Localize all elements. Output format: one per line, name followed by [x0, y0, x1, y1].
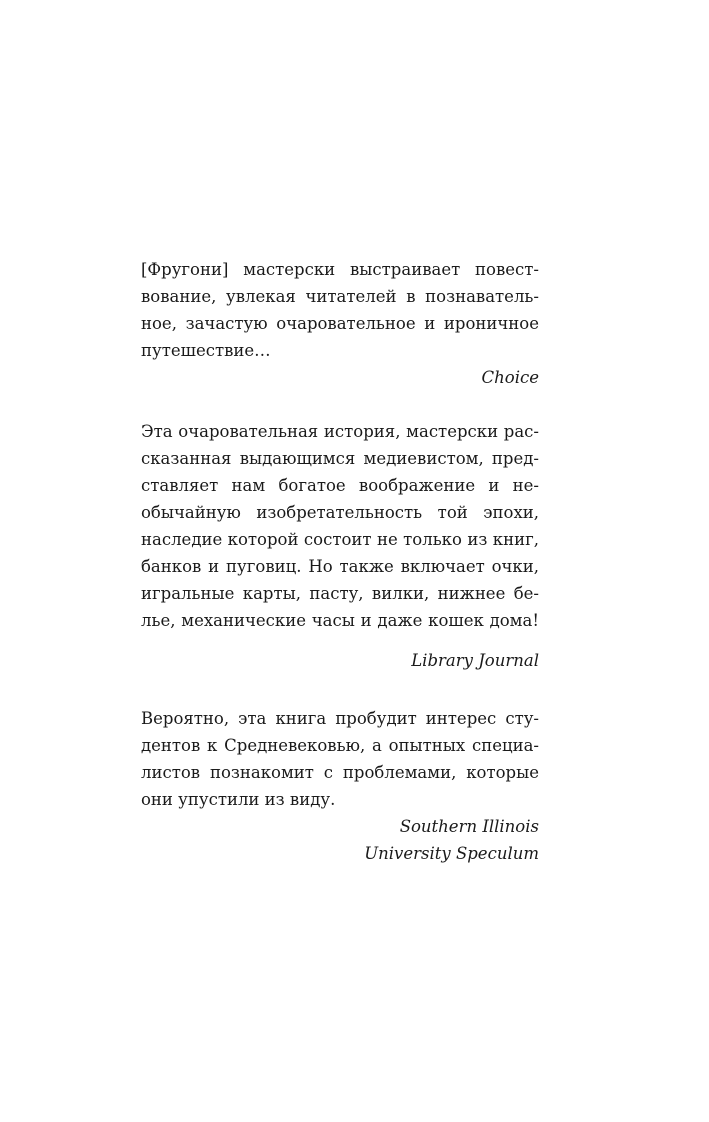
review-text-line: Эта очаровательная история, мастерски рас- [141, 422, 539, 441]
review-text-line: обычайную изобретательность той эпохи, [141, 503, 539, 522]
review-text-line: они упустили из виду. [141, 790, 336, 809]
review-text-line: ное, зачастую очаровательное и ироничное [141, 314, 539, 333]
review-choice [141, 256, 539, 391]
review-text-line: вование, увлекая читателей в познаватель- [141, 287, 539, 306]
review-text-line: Вероятно, эта книга пробудит интерес сту- [141, 709, 539, 728]
review-text-line: листов познакомит с проблемами, которые [141, 763, 539, 782]
review-source: Southern Illinois [399, 817, 539, 836]
review-source: University Speculum [364, 844, 539, 863]
review-text-line: банков и пуговиц. Но также включает очки, [141, 557, 539, 576]
review-library-journal [141, 418, 539, 674]
review-southern-illinois [141, 705, 539, 867]
review-text-line: [Фругони] мастерски выстраивает повест- [141, 260, 539, 279]
review-text-line: путешествие… [141, 341, 271, 360]
review-source: Library Journal [411, 651, 539, 670]
review-text-line: ставляет нам богатое воображение и не- [141, 476, 539, 495]
review-text-line: лье, механические часы и даже кошек дома! [141, 611, 539, 630]
review-text-line: игральные карты, пасту, вилки, нижнее бе- [141, 584, 539, 603]
review-text-line: сказанная выдающимся медиевистом, пред- [141, 449, 539, 468]
review-source: Choice [481, 368, 539, 387]
review-text-line: дентов к Средневековью, а опытных специа- [141, 736, 539, 755]
review-text-line: наследие которой состоит не только из книг, [141, 530, 539, 549]
spacer [141, 634, 539, 647]
